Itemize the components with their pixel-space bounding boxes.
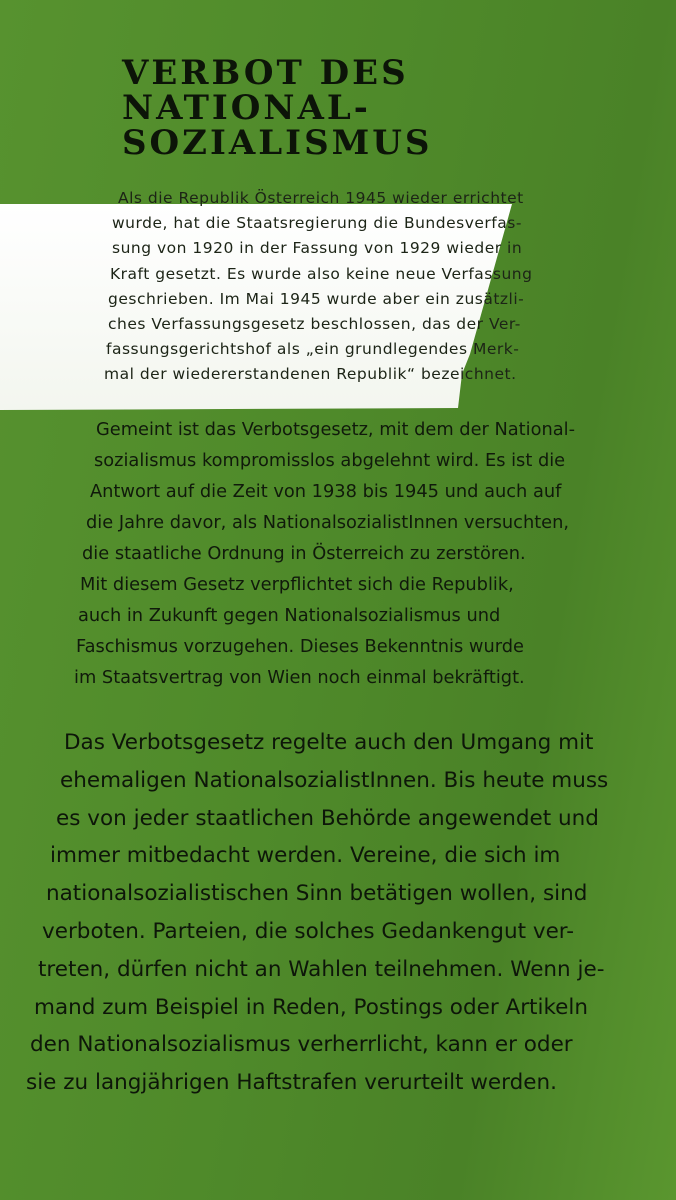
text-line: wurde, hat die Staatsregierung die Bundesverfas- <box>112 214 522 233</box>
paragraph-umgang <box>26 724 608 1102</box>
text-line: Antwort auf die Zeit von 1938 bis 1945 und auch auf <box>90 481 562 502</box>
title-line: VERBOT DES <box>122 53 409 93</box>
paragraph-verbotsgesetz <box>74 414 575 693</box>
text-line: mand zum Beispiel in Reden, Postings oder Artikeln <box>34 994 588 1020</box>
text-line: es von jeder staatlichen Behörde angewendet und <box>56 805 599 831</box>
text-line: Mit diesem Gesetz verpflichtet sich die Republik, <box>80 574 514 595</box>
title-line: SOZIALISMUS <box>122 123 433 163</box>
text-line: sung von 1920 in der Fassung von 1929 wieder in <box>112 239 523 258</box>
text-line: Kraft gesetzt. Es wurde also keine neue Verfassung <box>110 264 533 283</box>
text-line: ches Verfassungsgesetz beschlossen, das der Ver- <box>108 315 521 334</box>
text-line: Als die Republik Österreich 1945 wieder errichtet <box>118 189 524 207</box>
text-line: fassungsgerichtshof als „ein grundlegendes Merk- <box>106 340 520 359</box>
title-line: NATIONAL- <box>122 88 371 128</box>
text-line: ehemaligen NationalsozialistInnen. Bis heute muss <box>60 767 609 793</box>
text-line: nationalsozialistischen Sinn betätigen wollen, sind <box>46 881 588 907</box>
text-line: immer mitbedacht werden. Vereine, die sich im <box>50 843 561 869</box>
text-line: auch in Zukunft gegen Nationalsozialismus und <box>78 605 501 626</box>
text-line: geschrieben. Im Mai 1945 wurde aber ein zusätzli- <box>108 289 525 308</box>
text-line: mal der wiedererstandenen Republik“ bezeichnet. <box>104 365 517 384</box>
text-line: im Staatsvertrag von Wien noch einmal bekräftigt. <box>74 667 525 688</box>
text-line: sozialismus kompromisslos abgelehnt wird. Es ist die <box>94 450 566 471</box>
sign-title <box>122 53 542 163</box>
text-line: sie zu langjährigen Haftstrafen verurteilt werden. <box>26 1070 557 1096</box>
text-line: Gemeint ist das Verbotsgesetz, mit dem der National- <box>96 419 575 440</box>
text-line: die Jahre davor, als NationalsozialistInnen versuchten, <box>86 512 570 533</box>
text-line: treten, dürfen nicht an Wahlen teilnehmen. Wenn je- <box>38 956 605 982</box>
text-line: Das Verbotsgesetz regelte auch den Umgang mit <box>64 730 594 755</box>
text-line: verboten. Parteien, die solches Gedankengut ver- <box>42 918 575 944</box>
paragraph-constitution <box>104 186 533 388</box>
text-line: Faschismus vorzugehen. Dieses Bekenntnis wurde <box>76 636 524 657</box>
text-line: den Nationalsozialismus verherrlicht, kann er oder <box>30 1032 573 1058</box>
text-line: die staatliche Ordnung in Österreich zu zerstören. <box>82 543 526 564</box>
